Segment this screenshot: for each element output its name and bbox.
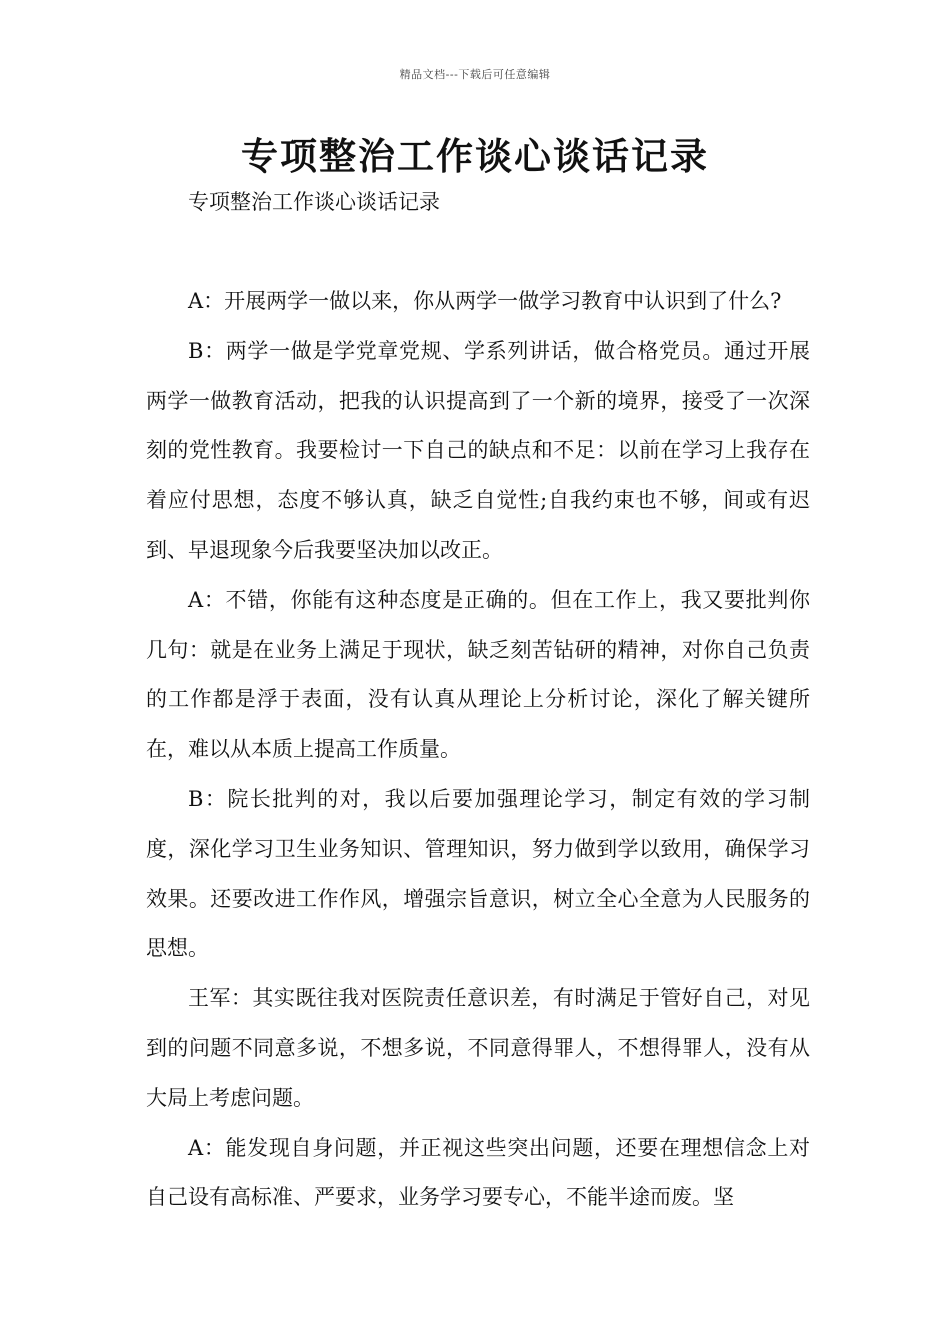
paragraph: A：能发现自身问题，并正视这些突出问题，还要在理想信念上对自己设有高标准、严要求，业务学习要专心，不能半途而废。坚 bbox=[146, 1135, 810, 1210]
paragraph: B：两学一做是学党章党规、学系列讲话，做合格党员。通过开展两学一做教育活动，把我的认识提高到了一个新的境界，接受了一次深刻的党性教育。我要检讨一下自己的缺点和不足：以前在学习上我存在着应付思想，态度不够认真，缺乏自觉性;自我约束也不够，间或有迟到、早退现象今后我要坚决加以改正。 bbox=[146, 338, 810, 562]
document-title: 专项整治工作谈心谈话记录 bbox=[241, 134, 709, 178]
paragraph: 王军：其实既往我对医院责任意识差，有时满足于管好自己，对见到的问题不同意多说，不想多说，不同意得罪人，不想得罪人，没有从大局上考虑问题。 bbox=[146, 986, 810, 1110]
header-note: 精品文档---下载后可任意编辑 bbox=[399, 68, 551, 81]
paragraph: A：开展两学一做以来，你从两学一做学习教育中认识到了什么? bbox=[188, 289, 782, 313]
document-body bbox=[146, 277, 810, 1223]
paragraph: A：不错，你能有这种态度是正确的。但在工作上，我又要批判你几句：就是在业务上满足于现状，缺乏刻苦钻研的精神，对你自己负责的工作都是浮于表面，没有认真从理论上分析讨论，深化了解关键所在，难以从本质上提高工作质量。 bbox=[146, 587, 810, 762]
document-subtitle: 专项整治工作谈心谈话记录 bbox=[188, 190, 440, 214]
paragraph: B：院长批判的对，我以后要加强理论学习，制定有效的学习制度，深化学习卫生业务知识、管理知识，努力做到学以致用，确保学习效果。还要改进工作作风，增强宗旨意识，树立全心全意为人民服务的思想。 bbox=[146, 786, 810, 961]
